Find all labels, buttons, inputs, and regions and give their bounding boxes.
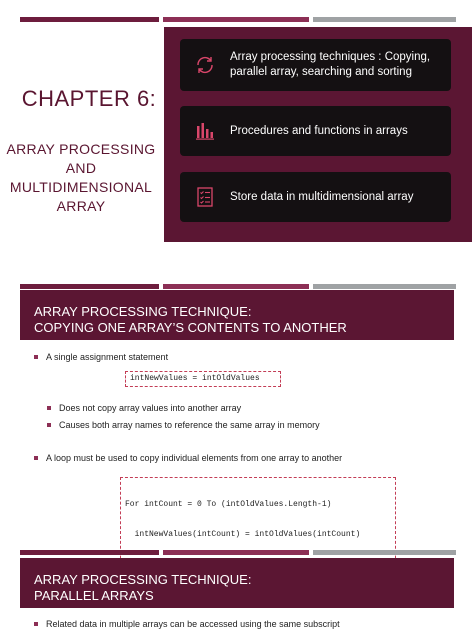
top-accent-strips xyxy=(20,284,456,289)
strip-dark xyxy=(20,550,159,555)
bullet-text: Related data in multiple arrays can be accessed using the same subscript xyxy=(46,619,340,629)
strip-gray xyxy=(313,17,456,22)
topic-text: Store data in multidimensional array xyxy=(230,190,414,203)
header-line: COPYING ONE ARRAY’S CONTENTS TO ANOTHER xyxy=(34,320,347,335)
subtitle-line: AND xyxy=(65,160,97,176)
strip-dark xyxy=(20,284,159,289)
bullet-item xyxy=(34,352,168,363)
header-line: PARALLEL ARRAYS xyxy=(34,588,154,603)
slide-copying-arrays xyxy=(0,262,474,552)
bullet-marker xyxy=(47,406,51,410)
code-line: intNewValues(intCount) = intOldValues(intCount) xyxy=(125,530,361,539)
subtitle-line: ARRAY PROCESSING xyxy=(6,141,156,157)
bullet-marker xyxy=(34,456,38,460)
topic-text: parallel array, searching and sorting xyxy=(230,66,412,78)
sub-bullet-item xyxy=(47,420,320,431)
strip-medium xyxy=(163,284,309,289)
top-accent-strips xyxy=(20,550,456,555)
topic-card-copying xyxy=(180,39,451,91)
bullet-text: Causes both array names to reference the same array in memory xyxy=(59,420,320,430)
sub-bullet-item xyxy=(47,403,241,414)
slide-header xyxy=(20,558,454,608)
strip-dark xyxy=(20,17,159,22)
slide-parallel-arrays xyxy=(0,552,474,632)
bar-chart-icon xyxy=(180,120,230,142)
topic-card-procedures xyxy=(180,106,451,156)
header-line: ARRAY PROCESSING TECHNIQUE: xyxy=(34,304,252,319)
bullet-item xyxy=(34,453,342,464)
header-line: ARRAY PROCESSING TECHNIQUE: xyxy=(34,572,252,587)
bullet-item xyxy=(34,619,340,630)
subtitle-line: MULTIDIMENSIONAL xyxy=(9,179,153,195)
subtitle-line: ARRAY xyxy=(56,198,106,214)
strip-gray xyxy=(313,550,456,555)
top-accent-strips xyxy=(20,17,456,22)
refresh-icon xyxy=(180,54,230,76)
checklist-icon xyxy=(180,186,230,208)
strip-gray xyxy=(313,284,456,289)
bullet-text: A single assignment statement xyxy=(46,352,169,362)
bullet-marker xyxy=(34,622,38,626)
slide-header xyxy=(20,290,454,340)
bullet-marker xyxy=(34,355,38,359)
bullet-text: A loop must be used to copy individual elements from one array to another xyxy=(46,453,343,463)
bullet-marker xyxy=(47,423,51,427)
code-line: For intCount = 0 To (intOldValues.Length-1) xyxy=(125,500,332,509)
bullet-text: Does not copy array values into another array xyxy=(59,403,242,413)
topic-text: Array processing techniques : Copying, xyxy=(230,51,431,63)
strip-medium xyxy=(163,17,309,22)
chapter-subtitle xyxy=(6,140,156,216)
slide-chapter-overview xyxy=(0,0,474,262)
topic-card-multidimensional xyxy=(180,172,451,222)
topic-text: Procedures and functions in arrays xyxy=(230,124,408,137)
chapter-title: CHAPTER 6: xyxy=(21,86,157,111)
code-snippet-assignment: intNewValues = intOldValues xyxy=(125,371,281,387)
strip-medium xyxy=(163,550,309,555)
